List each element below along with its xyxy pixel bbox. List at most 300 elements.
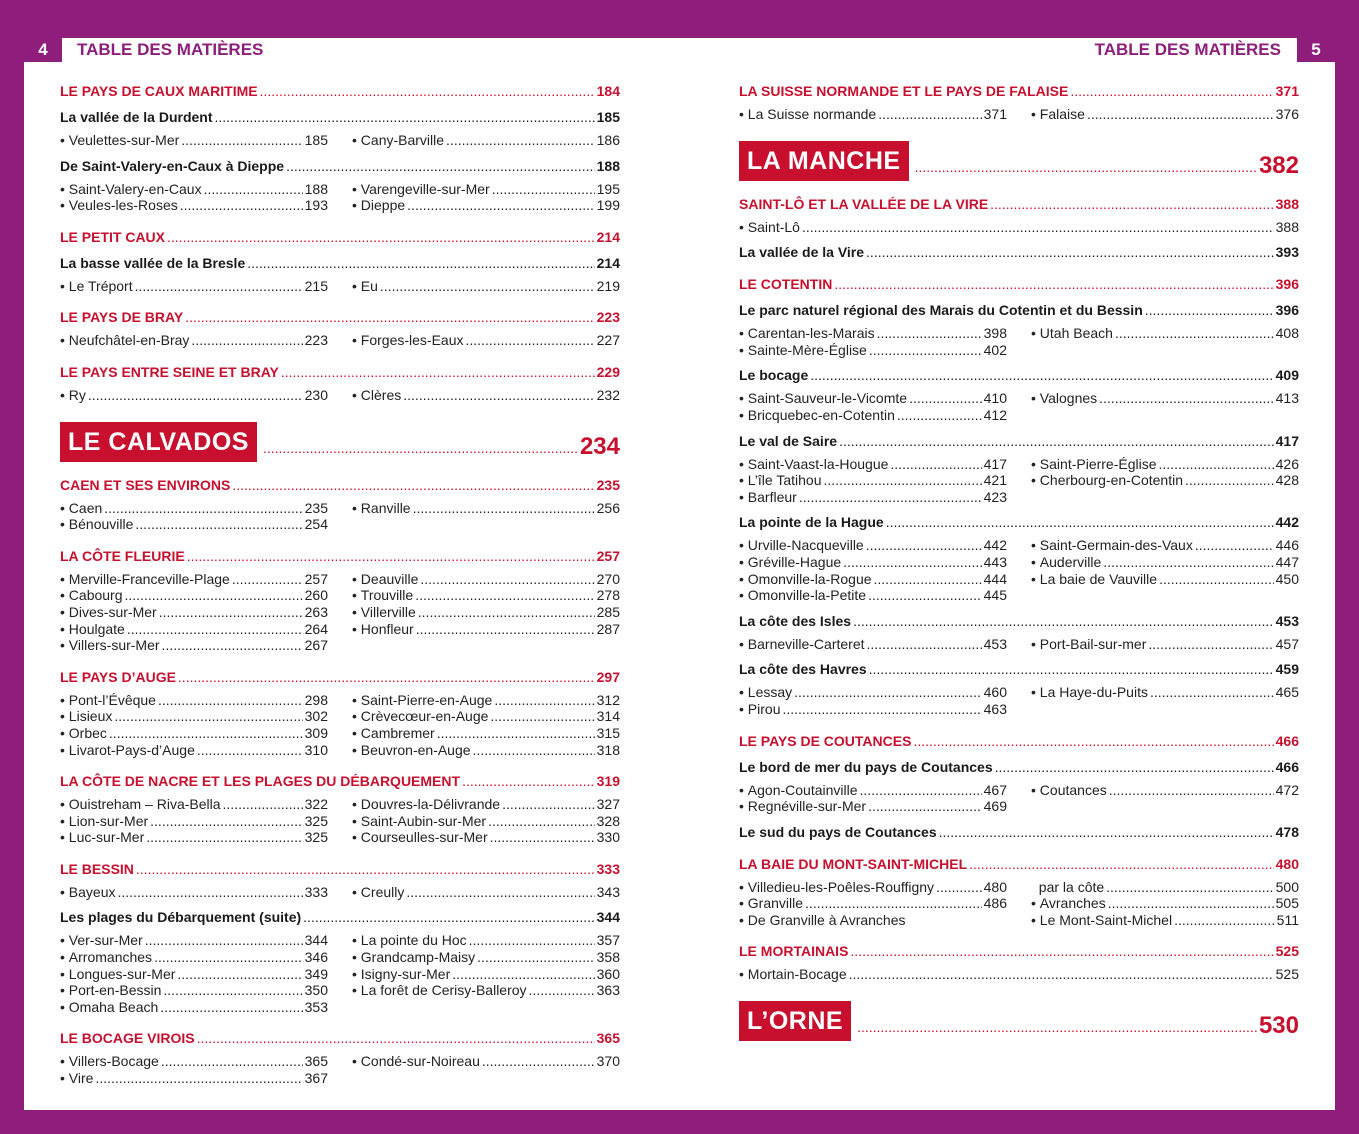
section-heading[interactable]	[739, 191, 1299, 217]
section-heading-label: LE PAYS DE BRAY	[60, 309, 184, 326]
toc-entry[interactable]	[352, 332, 620, 349]
section-heading-page: 319	[596, 773, 620, 790]
left-page	[24, 38, 680, 1110]
toc-entry-label: • Saint-Pierre-Église	[1031, 456, 1157, 473]
entry-list	[60, 882, 620, 905]
entry-column-left	[60, 884, 328, 901]
toc-entry[interactable]	[1031, 472, 1299, 489]
toc-entry[interactable]	[1031, 325, 1299, 342]
toc-entry[interactable]	[60, 982, 328, 999]
toc-entry[interactable]	[352, 604, 620, 621]
subsection-heading[interactable]	[739, 819, 1299, 845]
toc-entry[interactable]	[739, 407, 1007, 424]
dot-leader	[936, 879, 982, 896]
toc-entry[interactable]	[352, 982, 620, 999]
toc-entry-label: • Vire	[60, 1070, 93, 1087]
dot-leader	[913, 728, 1273, 754]
dot-leader	[88, 387, 303, 404]
toc-entry[interactable]	[60, 637, 328, 654]
section-heading-label: SAINT-LÔ ET LA VALLÉE DE LA VIRE	[739, 195, 989, 212]
entry-column-left	[60, 387, 328, 404]
toc-entry[interactable]	[60, 516, 328, 533]
toc-entry-page: 315	[596, 724, 620, 741]
toc-entry[interactable]	[739, 325, 1007, 342]
dot-leader	[867, 636, 982, 653]
toc-entry-page: 423	[983, 488, 1007, 505]
toc-entry[interactable]	[1031, 456, 1299, 473]
entry-column-left	[739, 782, 1007, 815]
subsection-heading-label: De Saint-Valery-en-Caux à Dieppe	[60, 157, 285, 174]
dot-leader	[303, 904, 594, 930]
subsection-heading-page: 453	[1275, 612, 1299, 629]
toc-entry-label: • Eu	[352, 278, 378, 295]
entry-list	[60, 179, 620, 218]
toc-entry-label: • Villers-Bocage	[60, 1053, 159, 1070]
toc-entry-label: • Merville-Franceville-Plage	[60, 571, 230, 588]
toc-entry-page: 472	[1275, 781, 1299, 798]
toc-entry[interactable]	[739, 782, 1007, 799]
toc-entry[interactable]	[1031, 106, 1299, 123]
section-heading[interactable]	[60, 472, 620, 498]
chapter-page: 234	[579, 432, 620, 460]
subsection-heading-label: Les plages du Débarquement (suite)	[60, 909, 302, 926]
toc-entry[interactable]	[739, 966, 1299, 983]
section-heading[interactable]	[739, 728, 1299, 754]
entry-list	[60, 330, 620, 353]
toc-entry[interactable]	[60, 332, 328, 349]
dot-leader	[969, 851, 1274, 877]
toc-entry-page: 505	[1275, 895, 1299, 912]
toc-entry[interactable]	[60, 278, 328, 295]
dot-leader	[799, 489, 982, 506]
toc-entry-label: • Dives-sur-Mer	[60, 604, 157, 621]
toc-entry-page: 235	[304, 499, 328, 516]
toc-entry[interactable]	[1031, 537, 1299, 554]
toc-entry[interactable]	[739, 106, 1007, 123]
toc-entry[interactable]	[60, 999, 328, 1016]
toc-entry[interactable]	[352, 829, 620, 846]
entry-list	[739, 964, 1299, 987]
section-heading[interactable]	[60, 78, 620, 104]
toc-entry[interactable]	[352, 813, 620, 830]
toc-entry-page: 457	[1275, 635, 1299, 652]
toc-entry[interactable]	[1031, 879, 1299, 896]
section-heading[interactable]	[60, 664, 620, 690]
toc-entry[interactable]	[60, 621, 328, 638]
dot-leader	[866, 239, 1274, 265]
toc-entry[interactable]	[739, 456, 1007, 473]
toc-entry[interactable]	[1031, 571, 1299, 588]
entry-list	[60, 130, 620, 153]
chapter-heading[interactable]	[739, 1001, 1299, 1041]
subsection-heading[interactable]	[739, 656, 1299, 682]
section-heading[interactable]	[739, 938, 1299, 964]
entry-list	[60, 1051, 620, 1090]
toc-entry[interactable]	[1031, 554, 1299, 571]
dot-leader	[897, 407, 982, 424]
toc-entry-page: 463	[983, 700, 1007, 717]
toc-entry[interactable]	[60, 949, 328, 966]
dot-leader	[114, 708, 302, 725]
toc-entry[interactable]	[352, 500, 620, 517]
toc-entry-page: 444	[983, 570, 1007, 587]
dot-leader	[167, 224, 595, 250]
dot-leader	[834, 271, 1273, 297]
dot-leader	[868, 798, 982, 815]
dot-leader	[187, 543, 595, 569]
toc-entry[interactable]	[352, 278, 620, 295]
section-heading[interactable]	[60, 543, 620, 569]
subsection-heading-label: La côte des Isles	[739, 612, 852, 629]
entry-list	[739, 104, 1299, 127]
toc-entry-page: 223	[304, 332, 328, 349]
toc-entry[interactable]	[1031, 912, 1299, 929]
toc-entry[interactable]	[352, 949, 620, 966]
entry-column-right	[352, 932, 620, 1015]
entry-list	[60, 498, 620, 537]
section-heading-page: 466	[1275, 732, 1299, 749]
toc-entry-page: 412	[983, 406, 1007, 423]
toc-entry-label: • Grandcamp-Maisy	[352, 949, 475, 966]
entry-list	[60, 569, 620, 658]
toc-entry[interactable]	[60, 1070, 328, 1087]
toc-entry[interactable]	[60, 181, 328, 198]
toc-entry[interactable]	[60, 813, 328, 830]
toc-entry[interactable]	[739, 912, 1007, 929]
dot-leader	[466, 332, 595, 349]
toc-entry-label: • Deauville	[352, 571, 418, 588]
toc-entry-page: 309	[304, 724, 328, 741]
toc-entry[interactable]	[60, 829, 328, 846]
toc-entry-label: • Beuvron-en-Auge	[352, 742, 471, 759]
toc-entry[interactable]	[739, 537, 1007, 554]
subsection-heading[interactable]	[60, 904, 620, 930]
toc-entry-label: • La forêt de Cerisy-Balleroy	[352, 982, 527, 999]
dot-leader	[909, 390, 982, 407]
subsection-heading-page: 459	[1275, 661, 1299, 678]
entry-column-left	[739, 636, 1007, 653]
toc-entry[interactable]	[352, 621, 620, 638]
entry-column-right	[352, 796, 620, 846]
toc-entry[interactable]	[1031, 390, 1299, 407]
toc-entry-page: 278	[596, 587, 620, 604]
dot-leader	[416, 621, 595, 638]
toc-entry-label: • Varengeville-sur-Mer	[352, 181, 490, 198]
toc-entry[interactable]	[60, 725, 328, 742]
toc-entry[interactable]	[352, 708, 620, 725]
subsection-heading[interactable]	[739, 297, 1299, 323]
toc-entry[interactable]	[60, 884, 328, 901]
entry-list	[739, 877, 1299, 933]
subsection-heading-label: La vallée de la Durdent	[60, 109, 213, 125]
toc-entry-label: • Urville-Nacqueville	[739, 537, 864, 554]
subsection-heading[interactable]	[739, 509, 1299, 535]
entry-column-left	[60, 332, 328, 349]
toc-entry[interactable]	[739, 636, 1007, 653]
toc-entry[interactable]	[60, 604, 328, 621]
toc-entry[interactable]	[352, 725, 620, 742]
subsection-heading-label: La vallée de la Vire	[739, 244, 865, 261]
toc-entry[interactable]	[60, 966, 328, 983]
section-heading[interactable]	[60, 304, 620, 330]
section-heading[interactable]	[739, 851, 1299, 877]
toc-entry-label: par la côte	[1038, 878, 1105, 895]
subsection-heading[interactable]	[739, 239, 1299, 265]
toc-entry-label: • Longues-sur-Mer	[60, 966, 175, 983]
toc-entry-page: 325	[304, 812, 328, 829]
entry-column-right	[352, 884, 620, 901]
toc-entry-page: 186	[596, 132, 620, 148]
entry-column-right	[352, 332, 620, 349]
toc-entry-page: 330	[596, 829, 620, 846]
toc-entry[interactable]	[60, 387, 328, 404]
toc-entry-page: 227	[596, 332, 620, 349]
section-heading[interactable]	[739, 78, 1299, 104]
toc-entry[interactable]	[352, 197, 620, 214]
toc-entry-page: 264	[304, 620, 328, 637]
dot-leader	[995, 754, 1274, 780]
toc-entry[interactable]	[739, 895, 1007, 912]
subsection-heading-label: Le sud du pays de Coutances	[739, 823, 937, 840]
toc-entry[interactable]	[739, 554, 1007, 571]
toc-entry-page: 185	[304, 132, 328, 148]
dot-leader	[159, 604, 303, 621]
entry-column-left	[739, 106, 1007, 123]
dot-leader	[185, 304, 594, 330]
dot-leader	[860, 782, 982, 799]
subsection-heading[interactable]	[739, 754, 1299, 780]
toc-entry-label: • Cambremer	[352, 725, 435, 742]
entry-column-right	[1031, 390, 1299, 423]
toc-entry[interactable]	[739, 879, 1007, 896]
dot-leader	[232, 571, 303, 588]
section-heading[interactable]	[60, 1025, 620, 1051]
dot-leader	[802, 219, 1274, 236]
section-heading[interactable]	[60, 224, 620, 250]
toc-entry-page: 511	[1276, 911, 1299, 928]
toc-entry-label: • Cany-Barville	[352, 132, 444, 149]
toc-entry[interactable]	[352, 692, 620, 709]
dot-leader	[1108, 895, 1274, 912]
toc-entry-label: • Trouville	[352, 587, 413, 604]
toc-entry[interactable]	[352, 587, 620, 604]
toc-entry-label: • Condé-sur-Noireau	[352, 1053, 480, 1070]
dot-leader	[492, 181, 595, 198]
entry-list	[60, 930, 620, 1019]
section-heading[interactable]	[739, 271, 1299, 297]
dot-leader	[810, 362, 1273, 388]
toc-entry-page: 260	[304, 587, 328, 604]
toc-entry[interactable]	[739, 342, 1007, 359]
dot-leader	[1195, 537, 1274, 554]
toc-entry[interactable]	[60, 197, 328, 214]
dot-leader	[866, 537, 982, 554]
toc-entry-page: 256	[596, 499, 620, 516]
dot-leader	[247, 250, 594, 276]
dot-leader	[407, 197, 594, 214]
section-heading-page: 214	[596, 228, 620, 245]
toc-entry-page: 353	[304, 998, 328, 1015]
entry-column-right	[352, 1053, 620, 1086]
chapter-heading[interactable]	[60, 422, 620, 462]
toc-entry-label: • Mortain-Bocage	[739, 966, 847, 983]
toc-entry-page: 408	[1275, 325, 1299, 342]
toc-entry[interactable]	[60, 692, 328, 709]
toc-entry-label: • Auderville	[1031, 554, 1101, 571]
entry-column-left	[60, 571, 328, 654]
toc-entry[interactable]	[352, 387, 620, 404]
toc-entry[interactable]	[1031, 895, 1299, 912]
subsection-heading[interactable]	[739, 608, 1299, 634]
toc-entry-page: 398	[983, 325, 1007, 342]
dot-leader	[452, 966, 594, 983]
subsection-heading[interactable]	[60, 104, 620, 130]
toc-entry[interactable]	[739, 684, 1007, 701]
dot-leader	[215, 104, 595, 130]
toc-entry-label: • Douvres-la-Délivrande	[352, 796, 500, 813]
toc-entry[interactable]	[1031, 684, 1299, 701]
toc-entry[interactable]	[352, 742, 620, 759]
toc-entry-page: 188	[304, 180, 328, 197]
toc-entry-page: 322	[304, 796, 328, 813]
toc-entry[interactable]	[739, 798, 1007, 815]
toc-entry-page: 388	[1275, 218, 1299, 235]
toc-entry-page: 442	[983, 537, 1007, 554]
toc-entry[interactable]	[739, 701, 1007, 718]
toc-entry[interactable]	[739, 571, 1007, 588]
toc-entry-page: 413	[1275, 390, 1299, 407]
toc-entry-label: • Agon-Coutainville	[739, 782, 858, 799]
toc-entry-page: 219	[596, 277, 620, 294]
toc-entry[interactable]	[352, 884, 620, 901]
toc-entry[interactable]	[352, 932, 620, 949]
toc-entry[interactable]	[739, 489, 1007, 506]
toc-entry-page: 480	[983, 878, 1007, 895]
toc-entry[interactable]	[352, 796, 620, 813]
page-header	[679, 38, 1335, 62]
section-heading-label: LE BOCAGE VIROIS	[60, 1030, 195, 1047]
subsection-heading-label: Le parc naturel régional des Marais du Cotentin et du Bessin	[739, 302, 1143, 319]
subsection-heading[interactable]	[739, 428, 1299, 454]
toc-entry[interactable]	[60, 932, 328, 949]
toc-entry-page: 232	[596, 386, 620, 403]
toc-entry[interactable]	[1031, 782, 1299, 799]
toc-entry[interactable]	[739, 587, 1007, 604]
toc-entry-page: 421	[983, 472, 1007, 489]
entry-column-right	[1031, 684, 1299, 717]
section-heading-label: LE PAYS DE COUTANCES	[739, 732, 912, 749]
toc-entry[interactable]	[1031, 636, 1299, 653]
dot-leader	[197, 742, 303, 759]
toc-entry-label: • Barneville-Carteret	[739, 636, 865, 653]
dot-leader	[204, 181, 303, 198]
toc-entry[interactable]	[739, 390, 1007, 407]
toc-entry[interactable]	[352, 571, 620, 588]
section-heading-label: LA CÔTE FLEURIE	[60, 547, 185, 564]
subsection-heading-label: Le val de Saire	[739, 432, 838, 449]
toc-entry-page: 350	[304, 982, 328, 999]
toc-entry[interactable]	[60, 132, 328, 149]
toc-entry[interactable]	[352, 181, 620, 198]
dot-leader	[1148, 636, 1273, 653]
dot-leader	[1070, 78, 1273, 104]
subsection-heading-label: La pointe de la Hague	[739, 514, 884, 531]
toc-entry[interactable]	[60, 587, 328, 604]
toc-entry-page: 254	[304, 516, 328, 533]
section-heading-page: 223	[596, 309, 620, 326]
entry-column-left	[60, 132, 328, 149]
dot-leader	[1185, 472, 1274, 489]
toc-entry-page: 358	[596, 949, 620, 966]
dot-leader	[1159, 456, 1274, 473]
toc-entry-label: • Luc-sur-Mer	[60, 829, 144, 846]
toc-entry-label: • Saint-Valery-en-Caux	[60, 181, 202, 198]
dot-leader	[839, 428, 1274, 454]
entry-column-right	[352, 571, 620, 654]
toc-entry-page: 285	[596, 603, 620, 620]
toc-entry-page: 410	[983, 390, 1007, 407]
toc-entry-page: 465	[1275, 684, 1299, 701]
toc-entry-page: 370	[596, 1053, 620, 1070]
dot-leader	[494, 692, 594, 709]
toc-entry-label: • Omonville-la-Petite	[739, 587, 866, 604]
dot-leader	[223, 796, 303, 813]
dot-leader	[286, 153, 595, 179]
subsection-heading[interactable]	[60, 250, 620, 276]
dot-leader	[437, 725, 595, 742]
entry-column-right	[1031, 636, 1299, 653]
toc-entry[interactable]	[60, 571, 328, 588]
subsection-heading[interactable]	[60, 153, 620, 179]
dot-leader	[406, 884, 594, 901]
section-heading[interactable]	[60, 359, 620, 385]
chapter-heading[interactable]	[739, 141, 1299, 181]
toc-entry[interactable]	[60, 708, 328, 725]
section-heading-label: LE PAYS DE CAUX MARITIME	[60, 83, 258, 99]
toc-entry[interactable]	[60, 742, 328, 759]
toc-entry-page: 446	[1275, 537, 1299, 554]
toc-entry[interactable]	[739, 219, 1299, 236]
toc-entry-label: • Omaha Beach	[60, 999, 158, 1016]
toc-entry[interactable]	[739, 472, 1007, 489]
section-heading[interactable]	[60, 768, 620, 794]
dot-leader	[415, 587, 594, 604]
toc-entry[interactable]	[352, 132, 620, 149]
toc-entry[interactable]	[352, 966, 620, 983]
toc-entry-label: • Le Mont-Saint-Michel	[1031, 912, 1172, 929]
toc-entry[interactable]	[352, 1053, 620, 1070]
toc-entry[interactable]	[60, 500, 328, 517]
toc-entry-page: 314	[596, 708, 620, 725]
toc-entry-label: • Saint-Germain-des-Vaux	[1031, 537, 1193, 554]
dot-leader	[177, 966, 302, 983]
dot-leader	[488, 813, 595, 830]
section-heading[interactable]	[60, 856, 620, 882]
subsection-heading[interactable]	[739, 362, 1299, 388]
toc-entry[interactable]	[60, 1053, 328, 1070]
toc-entry[interactable]	[60, 796, 328, 813]
page-header	[24, 38, 680, 62]
toc-entry-label: • Creully	[352, 884, 404, 901]
toc-entry-label: • Villedieu-les-Poêles-Rouffigny	[739, 879, 934, 896]
toc-entry-label: • Ouistreham – Riva-Bella	[60, 796, 221, 813]
toc-entry-page: 287	[596, 620, 620, 637]
dot-leader	[281, 359, 595, 385]
dot-leader	[853, 608, 1274, 634]
table-of-contents	[739, 78, 1299, 1051]
section-heading-page: 257	[596, 547, 620, 564]
dot-leader	[146, 829, 302, 846]
